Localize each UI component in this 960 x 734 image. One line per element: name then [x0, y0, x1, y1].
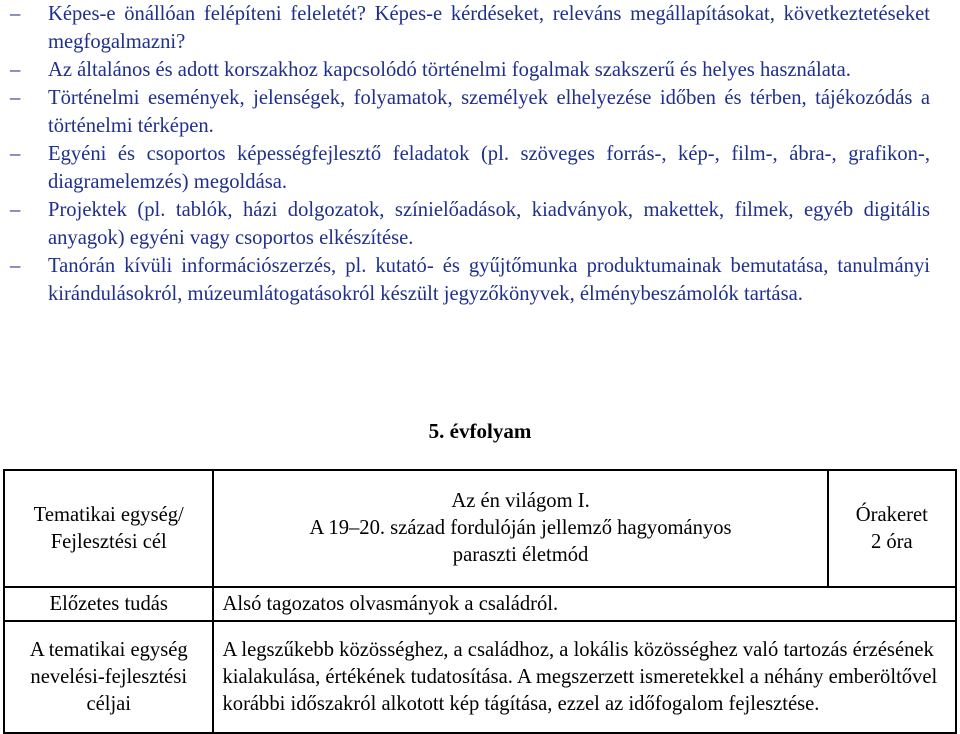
unit-subtitle-line: paraszti életmód [452, 544, 589, 566]
header-label-line: Fejlesztési cél [50, 530, 167, 553]
header-label-line: Tematikai egység/ [33, 503, 184, 526]
thematic-unit-table [3, 469, 957, 734]
dash-bullet: – [10, 255, 21, 277]
goals-label: A tematikai egység nevelési-fejlesztési céljai [4, 621, 213, 733]
assessment-criteria-list [10, 0, 930, 308]
list-item [10, 56, 930, 84]
dash-bullet: – [10, 59, 21, 81]
list-item-text: Tanórán kívüli információszerzés, pl. kutató- és gyűjtőmunka produktumainak bemutatása, tanulmányi kirándulásokról, múzeumlátogatásokról készült jegyzőkönyvek, élménybeszámolók tartása. [48, 255, 930, 305]
dash-bullet: – [10, 3, 21, 25]
table-row [4, 587, 956, 621]
dash-bullet: – [10, 143, 21, 165]
year-heading: 5. évfolyam [428, 419, 532, 443]
list-item-text: Képes-e önállóan felépíteni feleletét? Képes-e kérdéseket, releváns megállapításokat, következtetéseket megfogalmazni? [48, 3, 930, 53]
unit-title-cell [213, 470, 827, 587]
list-item-text: Projektek (pl. tablók, házi dolgozatok, színielőadások, kiadványok, makettek, filmek, egyéb digitális anyagok) egyéni vagy csoportos elkészítése. [48, 199, 930, 249]
list-item-text: Az általános és adott korszakhoz kapcsolódó történelmi fogalmak szakszerű és helyes használata. [48, 59, 851, 81]
unit-title: Az én világom I. [451, 490, 590, 512]
list-item [10, 84, 930, 140]
goals-text: A legszűkebb közösséghez, a családhoz, a lokális közösséghez való tartozás érzésének kialakulása, értékének tudatosítása. A megszerzett ismeretekkel a néhány emberöltővel korábbi időszakról alkotott kép tágítása, ezzel az időfogalom fejlesztése. [213, 621, 956, 733]
hours-label: Órakeret [855, 503, 928, 526]
hours-value: 2 óra [870, 530, 913, 553]
dash-bullet: – [10, 199, 21, 221]
list-item-text: Egyéni és csoportos képességfejlesztő feladatok (pl. szöveges forrás-, kép-, film-, ábra-, grafikon-, diagramelemzés) megoldása. [48, 143, 930, 193]
list-item [10, 0, 930, 56]
prior-knowledge-label: Előzetes tudás [4, 587, 213, 621]
list-item [10, 196, 930, 252]
table-row [4, 470, 956, 587]
list-item [10, 140, 930, 196]
list-item-text: Történelmi események, jelenségek, folyamatok, személyek elhelyezése időben és térben, tájékozódás a történelmi térképen. [48, 87, 930, 137]
list-item [10, 252, 930, 308]
table-row [4, 621, 956, 733]
prior-knowledge-text: Alsó tagozatos olvasmányok a családról. [213, 587, 956, 621]
dash-bullet: – [10, 87, 21, 109]
header-label-cell [4, 470, 213, 587]
unit-subtitle-line: A 19–20. század fordulóján jellemző hagyományos [309, 517, 732, 539]
hours-cell [828, 470, 956, 587]
